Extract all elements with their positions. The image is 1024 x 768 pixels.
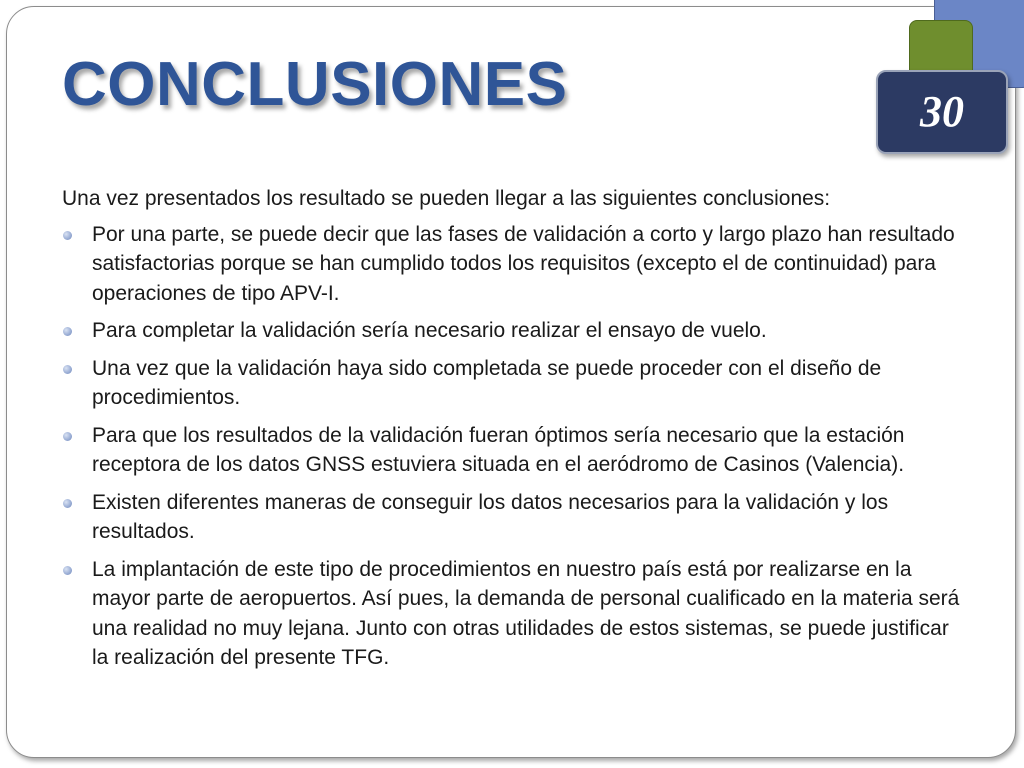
bullet-icon [63, 499, 72, 508]
list-item-text: Existen diferentes maneras de conseguir los datos necesarios para la validación y los resultados. [92, 490, 889, 543]
page-number-badge [876, 70, 1008, 154]
list-item-text: Una vez que la validación haya sido completada se puede proceder con el diseño de procedimientos. [92, 356, 882, 409]
bullet-icon [63, 432, 72, 441]
list-item-text: Por una parte, se puede decir que las fases de validación a corto y largo plazo han resultado satisfactorias porque se han cumplido todos los requisitos (excepto el de continuidad) para operaciones de tipo APV-I. [92, 222, 955, 305]
bullet-icon [63, 566, 72, 575]
list-item [62, 354, 962, 413]
slide-title: CONCLUSIONES [62, 50, 568, 119]
intro-text: Una vez presentados los resultado se pueden llegar a las siguientes conclusiones: [62, 187, 831, 210]
list-item [62, 421, 962, 480]
page-number: 30 [920, 87, 964, 136]
list-item [62, 555, 962, 673]
bullet-icon [63, 231, 72, 240]
list-item [62, 316, 962, 346]
bullet-icon [63, 365, 72, 374]
slide-body [62, 184, 962, 681]
list-item-text: Para que los resultados de la validación fueran óptimos sería necesario que la estación receptora de los datos GNSS estuviera situada en el aeródromo de Casinos (Valencia). [92, 423, 905, 476]
list-item-text: Para completar la validación sería necesario realizar el ensayo de vuelo. [92, 319, 767, 342]
list-item-text: La implantación de este tipo de procedimientos en nuestro país está por realizarse en la mayor parte de aeropuertos. Así pues, la demanda de personal cualificado en la materia será una realidad no muy lejana. Junto con otras utilidades de estos sistemas, se puede justificar la realización del presente TFG. [92, 557, 960, 669]
list-item [62, 488, 962, 547]
list-item [62, 220, 962, 309]
bullet-icon [63, 327, 72, 336]
conclusions-list [62, 220, 962, 673]
